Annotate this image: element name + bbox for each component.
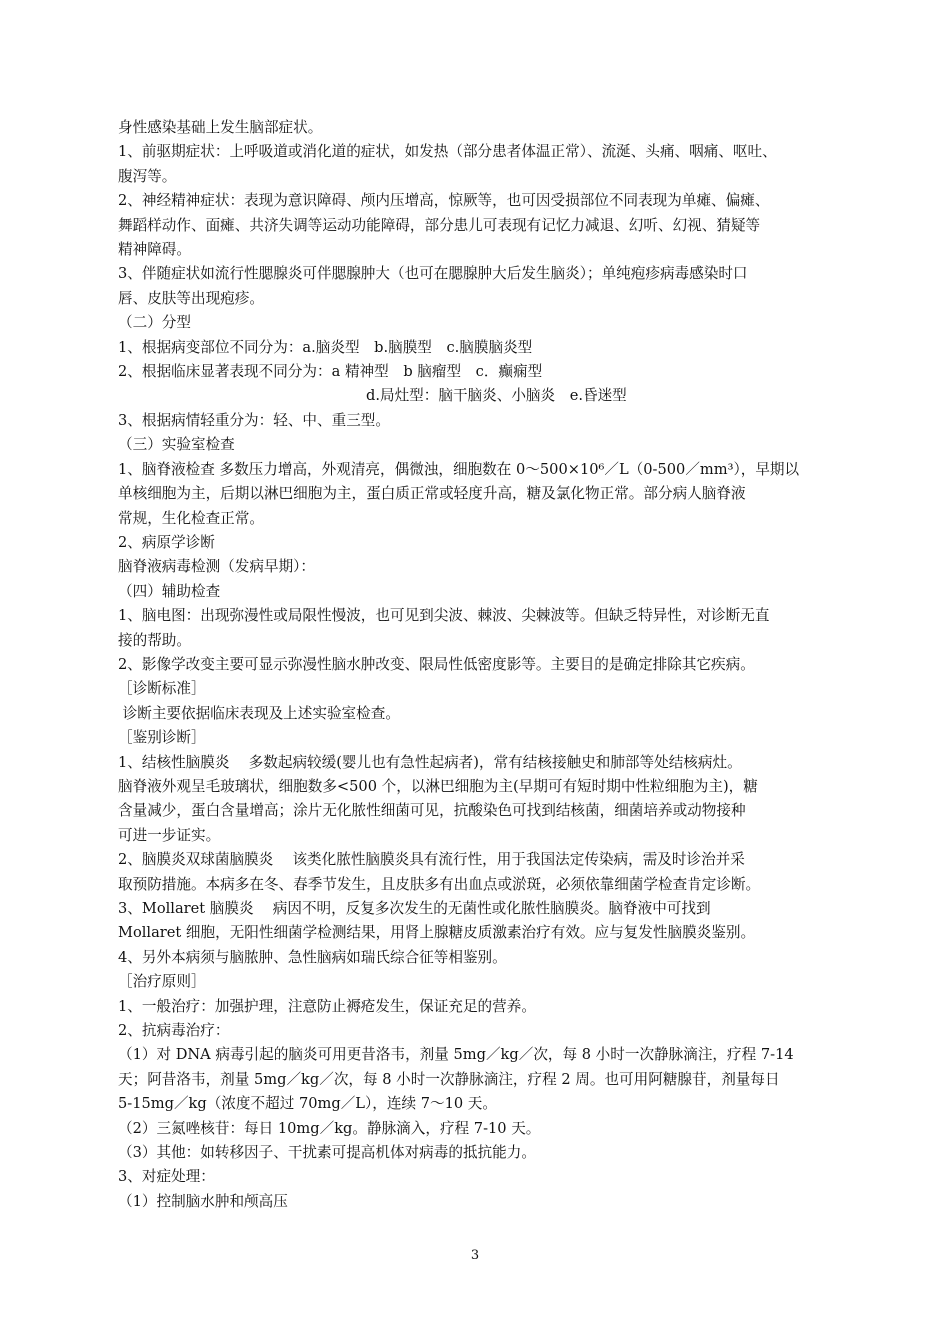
text-line: 身性感染基础上发生脑部症状。 [118, 119, 323, 136]
text-line: 2、根据临床显著表现不同分为：a 精神型 b 脑瘤型 c．癫痫型 [118, 363, 543, 381]
text-line: 2、抗病毒治疗： [118, 1022, 230, 1040]
text-line: 脑脊液病毒检测（发病早期）： [118, 558, 316, 576]
text-line: 精神障碍。 [118, 241, 191, 259]
text-line: 3、对症处理： [118, 1168, 215, 1186]
text-line: 3、伴随症状如流行性腮腺炎可伴腮腺肿大（也可在腮腺肿大后发生脑炎）；单纯疱疹病毒感染时口 [118, 265, 748, 283]
text-line: 5-15mg／kg（浓度不超过 70mg／L），连续 7～10 天。 [118, 1095, 497, 1113]
text-line: 脑脊液外观呈毛玻璃状，细胞数多<500 个，以淋巴细胞为主(早期可有短时期中性粒细胞为主)，糖 [118, 777, 758, 795]
text-line: （2）三氮唑核苷：每日 10mg／kg。静脉滴入，疗程 7-10 天。 [118, 1119, 541, 1137]
text-line: 腹泻等。 [118, 167, 177, 185]
text-line: 3、Mollaret 脑膜炎 病因不明，反复多次发生的无菌性或化脓性脑膜炎。脑脊液中可找到 [118, 900, 711, 917]
text-line: 1、前驱期症状：上呼吸道或消化道的症状，如发热（部分患者体温正常）、流涎、头痛、咽痛、呕吐、 [118, 143, 777, 161]
text-line: 1、根据病变部位不同分为：a.脑炎型 b.脑膜型 c.脑膜脑炎型 [118, 338, 533, 356]
section-heading: （三）实验室检查 [118, 436, 235, 454]
section-heading: ［治疗原则］ [118, 973, 206, 991]
text-line: 2、病原学诊断 [118, 533, 215, 551]
text-line: 4、另外本病须与脑脓肿、急性脑病如瑞氏综合征等相鉴别。 [118, 948, 507, 966]
section-heading: ［鉴别诊断］ [118, 729, 206, 747]
text-line: 常规，生化检查正常。 [118, 509, 264, 527]
text-line: 含量减少，蛋白含量增高；涂片无化脓性细菌可见，抗酸染色可找到结核菌，细菌培养或动物接种 [118, 802, 746, 820]
text-line: （1）控制脑水肿和颅高压 [118, 1192, 288, 1210]
section-heading: （二）分型 [118, 314, 191, 332]
text-line: 1、结核性脑膜炎 多数起病较缓(婴儿也有急性起病者)，常有结核接触史和肺部等处结核病灶。 [118, 753, 742, 771]
section-heading: ［诊断标准］ [118, 680, 206, 698]
text-line: 1、一般治疗：加强护理，注意防止褥疮发生，保证充足的营养。 [118, 997, 536, 1015]
text-line: 3、根据病情轻重分为：轻、中、重三型。 [118, 411, 390, 429]
text-line: 取预防措施。本病多在冬、春季节发生，且皮肤多有出血点或淤斑，必须依靠细菌学检查肯定诊断。 [118, 875, 761, 893]
text-line: 唇、皮肤等出现疱疹。 [118, 289, 264, 307]
text-line: （3）其他：如转移因子、干扰素可提高机体对病毒的抵抗能力。 [118, 1144, 536, 1162]
text-line: 2、脑膜炎双球菌脑膜炎 该类化脓性脑膜炎具有流行性，用于我国法定传染病，需及时诊治并采 [118, 851, 745, 869]
text-line: 可进一步证实。 [118, 826, 221, 844]
text-line: 单核细胞为主，后期以淋巴细胞为主，蛋白质正常或轻度升高，糖及氯化物正常。部分病人脑脊液 [118, 485, 746, 503]
text-line: （1）对 DNA 病毒引起的脑炎可用更昔洛韦，剂量 5mg／kg／次，每 8 小时一次静脉滴注，疗程 7-14 [118, 1046, 794, 1064]
document-body [118, 116, 840, 1214]
text-line: 舞蹈样动作、面瘫、共济失调等运动功能障碍，部分患儿可表现有记忆力减退、幻听、幻视、猜疑等 [118, 216, 761, 234]
text-line: 2、影像学改变主要可显示弥漫性脑水肿改变、限局性低密度影等。主要目的是确定排除其它疾病。 [118, 655, 755, 673]
text-line: d.局灶型：脑干脑炎、小脑炎 e.昏迷型 [366, 387, 627, 405]
text-line: 诊断主要依据临床表现及上述实验室检查。 [118, 704, 400, 722]
section-heading: （四）辅助检查 [118, 582, 221, 600]
page-number: 3 [470, 1248, 480, 1263]
text-line: 接的帮助。 [118, 631, 191, 649]
text-line: 2、神经精神症状：表现为意识障碍、颅内压增高，惊厥等，也可因受损部位不同表现为单瘫、偏瘫、 [118, 192, 770, 210]
text-line: Mollaret 细胞，无阳性细菌学检测结果，用肾上腺糖皮质激素治疗有效。应与复发性脑膜炎鉴别。 [118, 924, 756, 942]
text-line: 天；阿昔洛韦，剂量 5mg／kg／次，每 8 小时一次静脉滴注，疗程 2 周。也可用阿糖腺苷，剂量每日 [118, 1070, 780, 1088]
text-line: 1、脑脊液检查 多数压力增高，外观清亮，偶微浊，细胞数在 0～500×10⁶／L（0-500／mm³），早期以 [118, 460, 800, 478]
text-line: 1、脑电图：出现弥漫性或局限性慢波，也可见到尖波、棘波、尖棘波等。但缺乏特异性，对诊断无直 [118, 607, 770, 625]
